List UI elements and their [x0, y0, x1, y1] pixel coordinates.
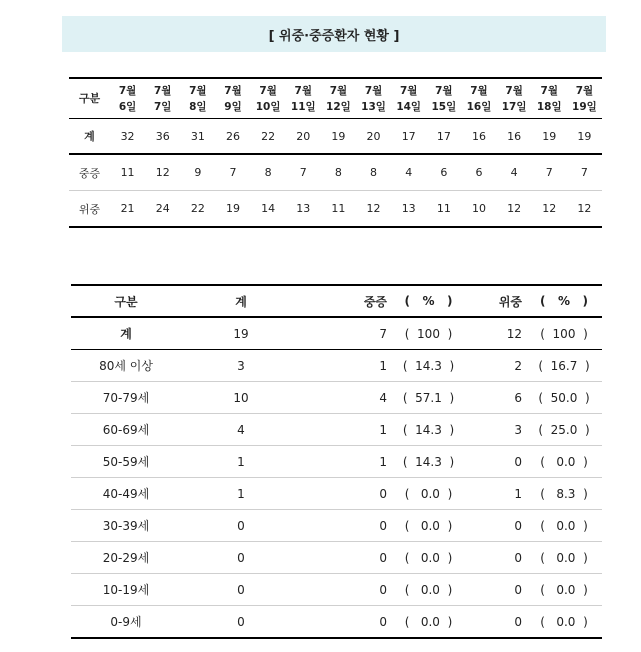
age-severe-pct-cell: ( 14.3 )	[391, 414, 466, 446]
daily-cell: 7	[215, 154, 250, 191]
age-severe-pct-cell: ( 0.0 )	[391, 574, 466, 606]
age-severe-pct-cell: ( 0.0 )	[391, 478, 466, 510]
daily-cell: 16	[497, 119, 532, 155]
age-severe-cell: 1	[301, 350, 391, 382]
daily-cell: 8	[251, 154, 286, 191]
daily-cell: 13	[391, 191, 426, 228]
age-total-cell: 0	[181, 574, 301, 606]
daily-cell: 6	[426, 154, 461, 191]
daily-date-header: 7월 6일	[110, 78, 145, 119]
daily-date-header: 7월 8일	[180, 78, 215, 119]
age-total-cell: 19	[181, 317, 301, 350]
daily-date-header: 7월 10일	[251, 78, 286, 119]
daily-date-header: 7월 18일	[532, 78, 567, 119]
daily-cell: 7	[286, 154, 321, 191]
daily-date-header: 7월 17일	[497, 78, 532, 119]
daily-cell: 26	[215, 119, 250, 155]
daily-date-header: 7월 15일	[426, 78, 461, 119]
age-header-severe-pct: ( % )	[391, 285, 466, 317]
age-row	[71, 606, 602, 639]
age-row	[71, 350, 602, 382]
age-total-cell: 10	[181, 382, 301, 414]
page-title-text: [ 위중·중증환자 현황 ]	[268, 28, 400, 44]
age-severe-cell: 0	[301, 478, 391, 510]
age-row	[71, 446, 602, 478]
daily-cell: 14	[251, 191, 286, 228]
age-total-cell: 1	[181, 446, 301, 478]
age-group-cell: 70-79세	[71, 382, 181, 414]
age-severe-pct-cell: ( 0.0 )	[391, 542, 466, 574]
age-row	[71, 542, 602, 574]
daily-cell: 4	[497, 154, 532, 191]
age-critical-cell: 0	[466, 574, 526, 606]
age-row	[71, 382, 602, 414]
age-group-cell: 30-39세	[71, 510, 181, 542]
age-critical-cell: 0	[466, 446, 526, 478]
age-severe-pct-cell: ( 100 )	[391, 317, 466, 350]
daily-cell: 8	[356, 154, 391, 191]
daily-cell: 6	[461, 154, 496, 191]
age-row	[71, 317, 602, 350]
daily-cell: 17	[391, 119, 426, 155]
age-critical-cell: 12	[466, 317, 526, 350]
daily-date-header: 7월 7일	[145, 78, 180, 119]
age-severe-cell: 4	[301, 382, 391, 414]
age-row	[71, 510, 602, 542]
age-severe-cell: 0	[301, 574, 391, 606]
age-severe-cell: 1	[301, 446, 391, 478]
daily-row	[69, 191, 602, 228]
age-critical-pct-cell: ( 25.0 )	[526, 414, 602, 446]
daily-cell: 7	[567, 154, 602, 191]
daily-cell: 24	[145, 191, 180, 228]
daily-cell: 13	[286, 191, 321, 228]
age-header-critical: 위중	[466, 285, 526, 317]
age-critical-cell: 0	[466, 542, 526, 574]
age-critical-pct-cell: ( 0.0 )	[526, 446, 602, 478]
age-group-cell: 20-29세	[71, 542, 181, 574]
age-row	[71, 414, 602, 446]
daily-cell: 19	[567, 119, 602, 155]
daily-row-label: 계	[69, 119, 110, 155]
age-severe-pct-cell: ( 14.3 )	[391, 350, 466, 382]
daily-cell: 16	[461, 119, 496, 155]
daily-cell: 19	[215, 191, 250, 228]
age-total-cell: 4	[181, 414, 301, 446]
daily-date-header: 7월 19일	[567, 78, 602, 119]
daily-cell: 19	[321, 119, 356, 155]
daily-cell: 9	[180, 154, 215, 191]
daily-date-header: 7월 13일	[356, 78, 391, 119]
daily-cell: 20	[286, 119, 321, 155]
age-critical-pct-cell: ( 0.0 )	[526, 542, 602, 574]
age-severe-cell: 0	[301, 542, 391, 574]
daily-cell: 32	[110, 119, 145, 155]
age-severe-cell: 1	[301, 414, 391, 446]
daily-cell: 7	[532, 154, 567, 191]
daily-row-label: 중증	[69, 154, 110, 191]
daily-cell: 12	[497, 191, 532, 228]
daily-cell: 12	[145, 154, 180, 191]
daily-cell: 10	[461, 191, 496, 228]
daily-cell: 17	[426, 119, 461, 155]
daily-cell: 36	[145, 119, 180, 155]
age-critical-cell: 0	[466, 606, 526, 639]
age-critical-pct-cell: ( 8.3 )	[526, 478, 602, 510]
age-critical-cell: 2	[466, 350, 526, 382]
daily-cell: 11	[426, 191, 461, 228]
age-severe-cell: 0	[301, 510, 391, 542]
age-status-table	[71, 284, 602, 639]
age-critical-cell: 3	[466, 414, 526, 446]
daily-status-table	[69, 77, 602, 228]
age-total-cell: 3	[181, 350, 301, 382]
daily-cell: 11	[321, 191, 356, 228]
age-group-cell: 10-19세	[71, 574, 181, 606]
daily-row-label: 위중	[69, 191, 110, 228]
age-total-cell: 0	[181, 510, 301, 542]
age-severe-pct-cell: ( 0.0 )	[391, 606, 466, 639]
age-total-cell: 1	[181, 478, 301, 510]
daily-cell: 19	[532, 119, 567, 155]
daily-cell: 22	[180, 191, 215, 228]
age-severe-pct-cell: ( 14.3 )	[391, 446, 466, 478]
daily-date-header: 7월 11일	[286, 78, 321, 119]
daily-date-header: 7월 12일	[321, 78, 356, 119]
age-header-row	[71, 285, 602, 317]
age-header-severe: 중증	[301, 285, 391, 317]
daily-header-label: 구분	[69, 78, 110, 119]
age-critical-pct-cell: ( 0.0 )	[526, 606, 602, 639]
age-header-critical-pct: ( % )	[526, 285, 602, 317]
daily-row	[69, 154, 602, 191]
age-total-cell: 0	[181, 606, 301, 639]
daily-cell: 12	[567, 191, 602, 228]
daily-cell: 31	[180, 119, 215, 155]
daily-cell: 4	[391, 154, 426, 191]
daily-cell: 11	[110, 154, 145, 191]
daily-cell: 12	[532, 191, 567, 228]
age-severe-pct-cell: ( 57.1 )	[391, 382, 466, 414]
daily-cell: 8	[321, 154, 356, 191]
age-critical-pct-cell: ( 16.7 )	[526, 350, 602, 382]
age-critical-pct-cell: ( 50.0 )	[526, 382, 602, 414]
age-total-cell: 0	[181, 542, 301, 574]
age-critical-pct-cell: ( 0.0 )	[526, 574, 602, 606]
age-severe-pct-cell: ( 0.0 )	[391, 510, 466, 542]
daily-date-header: 7월 14일	[391, 78, 426, 119]
age-group-cell: 계	[71, 317, 181, 350]
age-severe-cell: 0	[301, 606, 391, 639]
daily-header-row	[69, 78, 602, 119]
age-row	[71, 574, 602, 606]
daily-date-header: 7월 16일	[461, 78, 496, 119]
age-group-cell: 60-69세	[71, 414, 181, 446]
daily-date-header: 7월 9일	[215, 78, 250, 119]
age-group-cell: 50-59세	[71, 446, 181, 478]
age-group-cell: 0-9세	[71, 606, 181, 639]
daily-row	[69, 119, 602, 155]
age-group-cell: 40-49세	[71, 478, 181, 510]
daily-cell: 21	[110, 191, 145, 228]
page-title	[62, 16, 606, 52]
age-header-total: 계	[181, 285, 301, 317]
age-critical-pct-cell: ( 100 )	[526, 317, 602, 350]
daily-cell: 12	[356, 191, 391, 228]
age-critical-cell: 1	[466, 478, 526, 510]
daily-cell: 20	[356, 119, 391, 155]
age-critical-cell: 6	[466, 382, 526, 414]
age-header-group: 구분	[71, 285, 181, 317]
age-group-cell: 80세 이상	[71, 350, 181, 382]
age-critical-pct-cell: ( 0.0 )	[526, 510, 602, 542]
age-row	[71, 478, 602, 510]
daily-cell: 22	[251, 119, 286, 155]
age-severe-cell: 7	[301, 317, 391, 350]
age-critical-cell: 0	[466, 510, 526, 542]
